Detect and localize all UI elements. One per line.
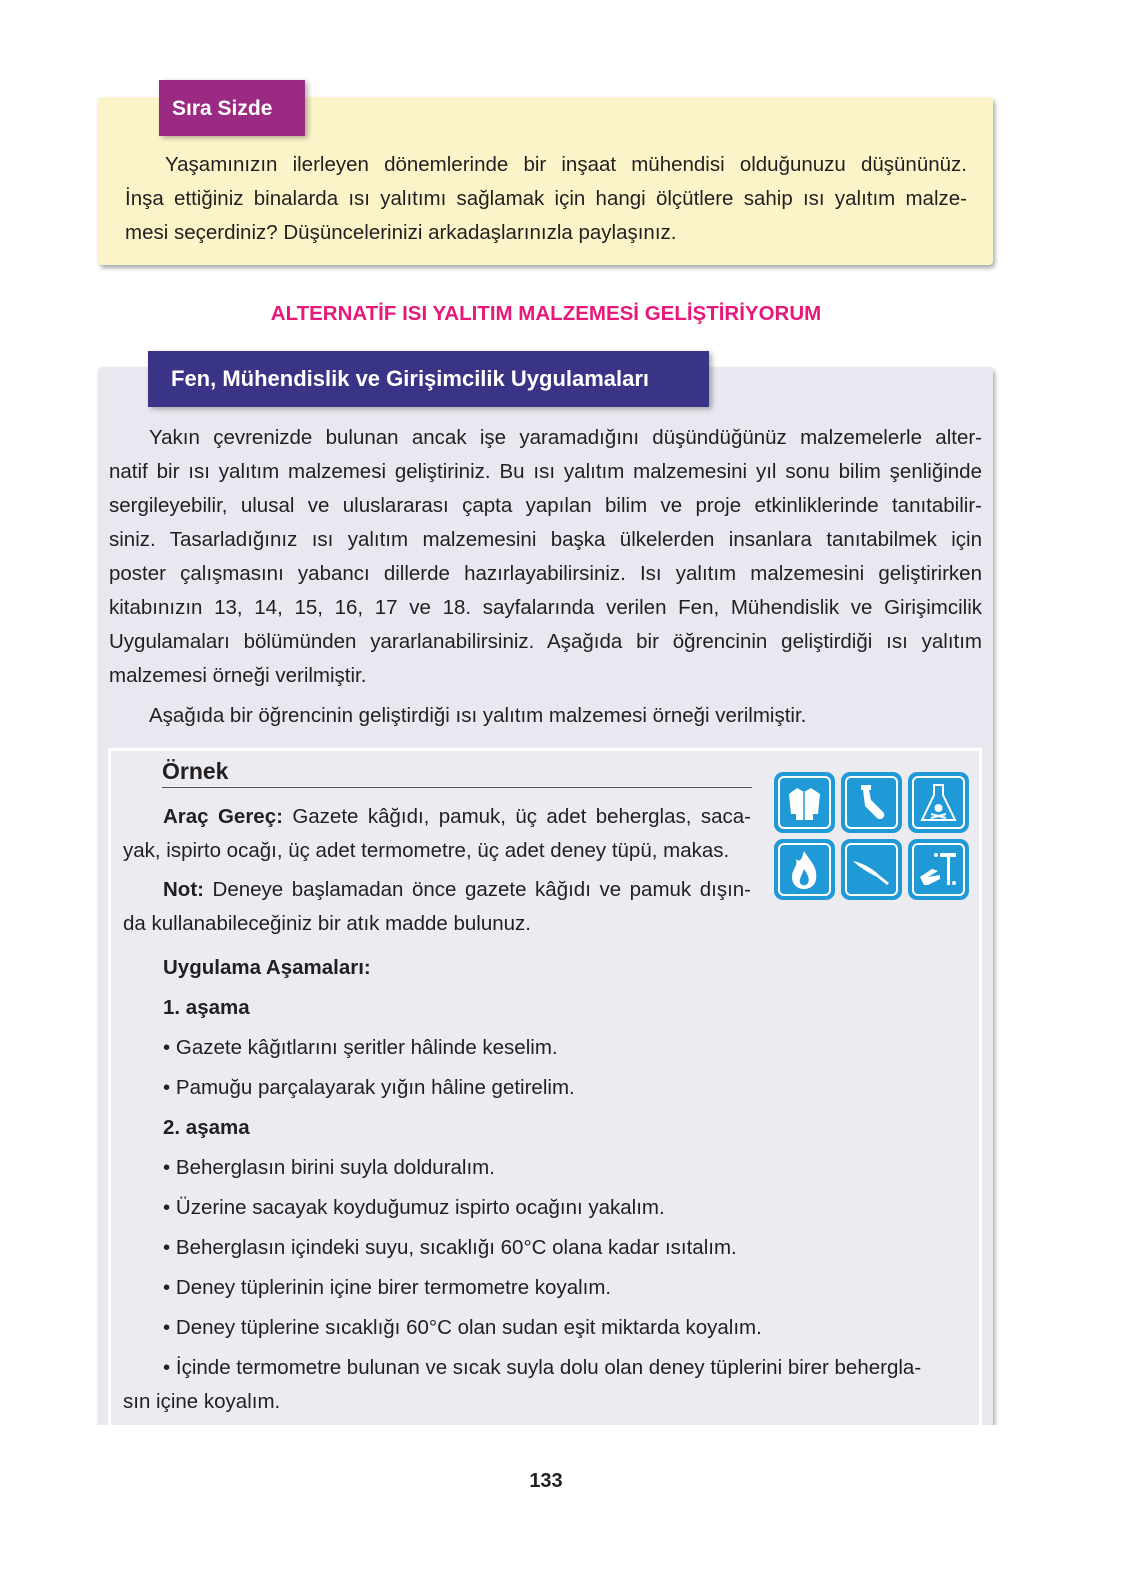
ornek-title: Örnek [162,758,752,788]
sira-sizde-text [125,148,967,250]
hand-wash-icon [908,839,969,900]
fmg-tab: Fen, Mühendislik ve Girişimcilik Uygulamaları [148,351,709,407]
sira-sizde-tab: Sıra Sizde [159,80,305,136]
safety-icons [774,772,969,900]
list-item: • Deney tüplerine sıcaklığı 60°C olan sudan eşit miktarda koyalım. [163,1316,762,1339]
text-line: İnşa ettiğiniz binalarda ısı yalıtımı sağlamak için hangi ölçütlere sahip ısı yalıtım malze- [125,187,967,210]
text-line: natif bir ısı yalıtım malzemesi geliştiriniz. Bu ısı yalıtım malzemesini yıl sonu bilim şenliğinde [109,460,982,483]
label: Araç Gereç: [163,805,283,828]
label: Not: [163,878,204,901]
fmg-text [109,421,982,733]
knife-icon [841,839,902,900]
list-item: • Gazete kâğıtlarını şeritler hâlinde keselim. [163,1036,558,1059]
stage-1-title: 1. aşama [163,996,250,1019]
list-item: • Beherglasın içindeki suyu, sıcaklığı 60°C olana kadar ısıtalım. [163,1236,737,1259]
text-line: malzemesi örneği verilmiştir. [109,664,367,687]
lab-coat-icon [774,772,835,833]
list-item: • İçinde termometre bulunan ve sıcak suyla dolu olan deney tüplerini birer behergla- [163,1356,922,1379]
page-number: 133 [529,1470,563,1492]
text-line: Aşağıda bir öğrencinin geliştirdiği ısı yalıtım malzemesi örneği verilmiştir. [149,704,807,727]
list-item: • Beherglasın birini suyla dolduralım. [163,1156,495,1179]
text-line: da kullanabileceğiniz bir atık madde bulunuz. [123,912,531,935]
hand-test-tube-icon [841,772,902,833]
text: Gazete kâğıdı, pamuk, üç adet beherglas, saca- [282,805,751,828]
text-line: poster çalışmasını yabancı dillerde hazırlayabilirsiniz. Isı yalıtım malzemesini geliştirirken [109,562,982,585]
text-line: sergileyebilir, ulusal ve uluslararası çapta yapılan bilim ve proje etkinliklerinde tanıtabilir- [109,494,982,517]
text-line: kitabınızın 13, 14, 15, 16, 17 ve 18. sayfalarında verilen Fen, Mühendislik ve Girişimcilik [109,596,982,619]
text-line: yak, ispirto ocağı, üç adet termometre, üç adet deney tüpü, makas. [123,839,730,862]
ornek-materials [123,800,751,941]
text: Deneye başlamadan önce gazete kâğıdı ve pamuk dışın- [203,878,751,901]
stage-2-title: 2. aşama [163,1116,250,1139]
list-item: • Pamuğu parçalayarak yığın hâline getirelim. [163,1076,575,1099]
text-line: Yakın çevrenizde bulunan ancak işe yaramadığını düşündüğünüz malzemelerle alter- [149,426,982,449]
list-item: • Üzerine sacayak koyduğumuz ispirto ocağını yakalım. [163,1196,665,1219]
toxic-flask-icon [908,772,969,833]
steps-title: Uygulama Aşamaları: [163,956,371,979]
flame-icon [774,839,835,900]
text-line: Uygulamaları bölümünden yararlanabilirsiniz. Aşağıda bir öğrencinin geliştirdiği ısı yalıtım [109,630,982,653]
text-line: sın içine koyalım. [123,1390,281,1413]
text-line: Yaşamınızın ilerleyen dönemlerinde bir inşaat mühendisi olduğunuzu düşününüz. [165,153,967,176]
list-item: • Deney tüplerinin içine birer termometre koyalım. [163,1276,612,1299]
text-line: siniz. Tasarladığınız ısı yalıtım malzemesini başka ülkelerden insanlara tanıtabilmek için [109,528,982,551]
ornek-steps [123,948,973,1419]
page-margin [0,1425,1134,1588]
section-title: ALTERNATİF ISI YALITIM MALZEMESİ GELİŞTİRİYORUM [270,302,822,325]
text-line: mesi seçerdiniz? Düşüncelerinizi arkadaşlarınızla paylaşınız. [125,221,677,244]
